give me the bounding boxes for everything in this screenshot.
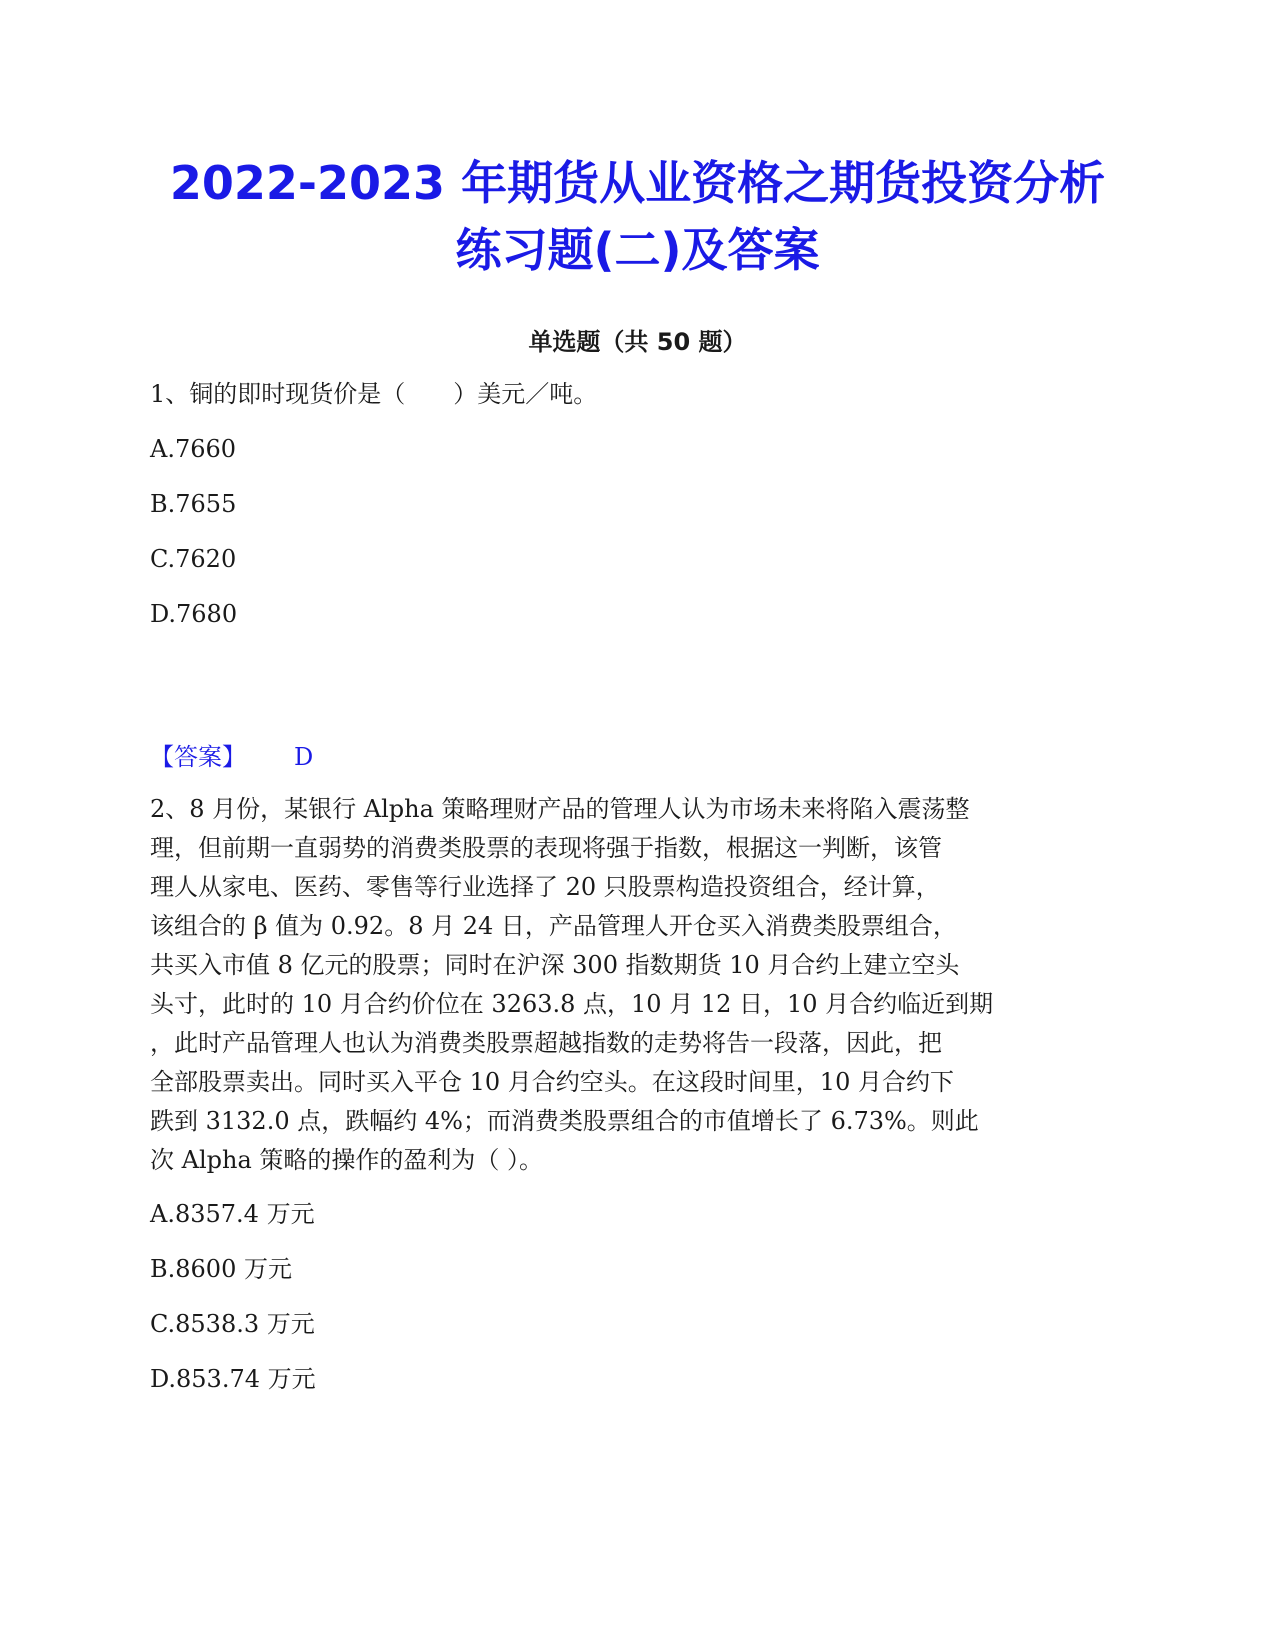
question-2-option-d: D.853.74 万元 bbox=[150, 1365, 316, 1393]
document-title-line-1: 2022-2023 年期货从业资格之期货投资分析 bbox=[169, 156, 1106, 210]
question-2-stem-line: 次 Alpha 策略的操作的盈利为（ ）。 bbox=[150, 1146, 544, 1174]
question-1-option-a: A.7660 bbox=[150, 435, 237, 463]
question-1-option-b: B.7655 bbox=[150, 490, 237, 518]
question-2-option-c: C.8538.3 万元 bbox=[150, 1310, 315, 1338]
question-2-stem-line: 头寸，此时的 10 月合约价位在 3263.8 点，10 月 12 日，10 月合约临近到期 bbox=[150, 990, 994, 1018]
question-2-stem-line: ，此时产品管理人也认为消费类股票超越指数的走势将告一段落，因此，把 bbox=[150, 1029, 942, 1057]
answer-label: 【答案】 bbox=[150, 743, 246, 771]
question-1-option-c: C.7620 bbox=[150, 545, 237, 573]
question-1-answer bbox=[150, 740, 313, 774]
question-2-stem-line: 理人从家电、医药、零售等行业选择了 20 只股票构造投资组合，经计算， bbox=[150, 873, 940, 901]
question-2-stem-line: 该组合的 β 值为 0.92。8 月 24 日，产品管理人开仓买入消费类股票组合， bbox=[150, 912, 957, 940]
question-2-option-b: B.8600 万元 bbox=[150, 1255, 292, 1283]
document-title-line-2: 练习题(二)及答案 bbox=[455, 223, 820, 277]
question-1-stem: 1、铜的即时现货价是（ ）美元／吨。 bbox=[150, 380, 598, 408]
question-1-option-d: D.7680 bbox=[150, 600, 238, 628]
answer-value: D bbox=[294, 743, 314, 771]
question-2-stem-line: 跌到 3132.0 点，跌幅约 4%；而消费类股票组合的市值增长了 6.73%。则此 bbox=[150, 1107, 979, 1135]
section-heading: 单选题（共 50 题） bbox=[528, 328, 747, 356]
question-2-stem-line: 共买入市值 8 亿元的股票；同时在沪深 300 指数期货 10 月合约上建立空头 bbox=[150, 951, 960, 979]
question-2-stem bbox=[150, 790, 1100, 1180]
question-2-option-a: A.8357.4 万元 bbox=[150, 1200, 315, 1228]
question-2-stem-line: 理，但前期一直弱势的消费类股票的表现将强于指数，根据这一判断，该管 bbox=[150, 834, 942, 862]
question-2-stem-line: 2、8 月份，某银行 Alpha 策略理财产品的管理人认为市场未来将陷入震荡整 bbox=[150, 795, 970, 823]
question-2-stem-line: 全部股票卖出。同时买入平仓 10 月合约空头。在这段时间里，10 月合约下 bbox=[150, 1068, 954, 1096]
